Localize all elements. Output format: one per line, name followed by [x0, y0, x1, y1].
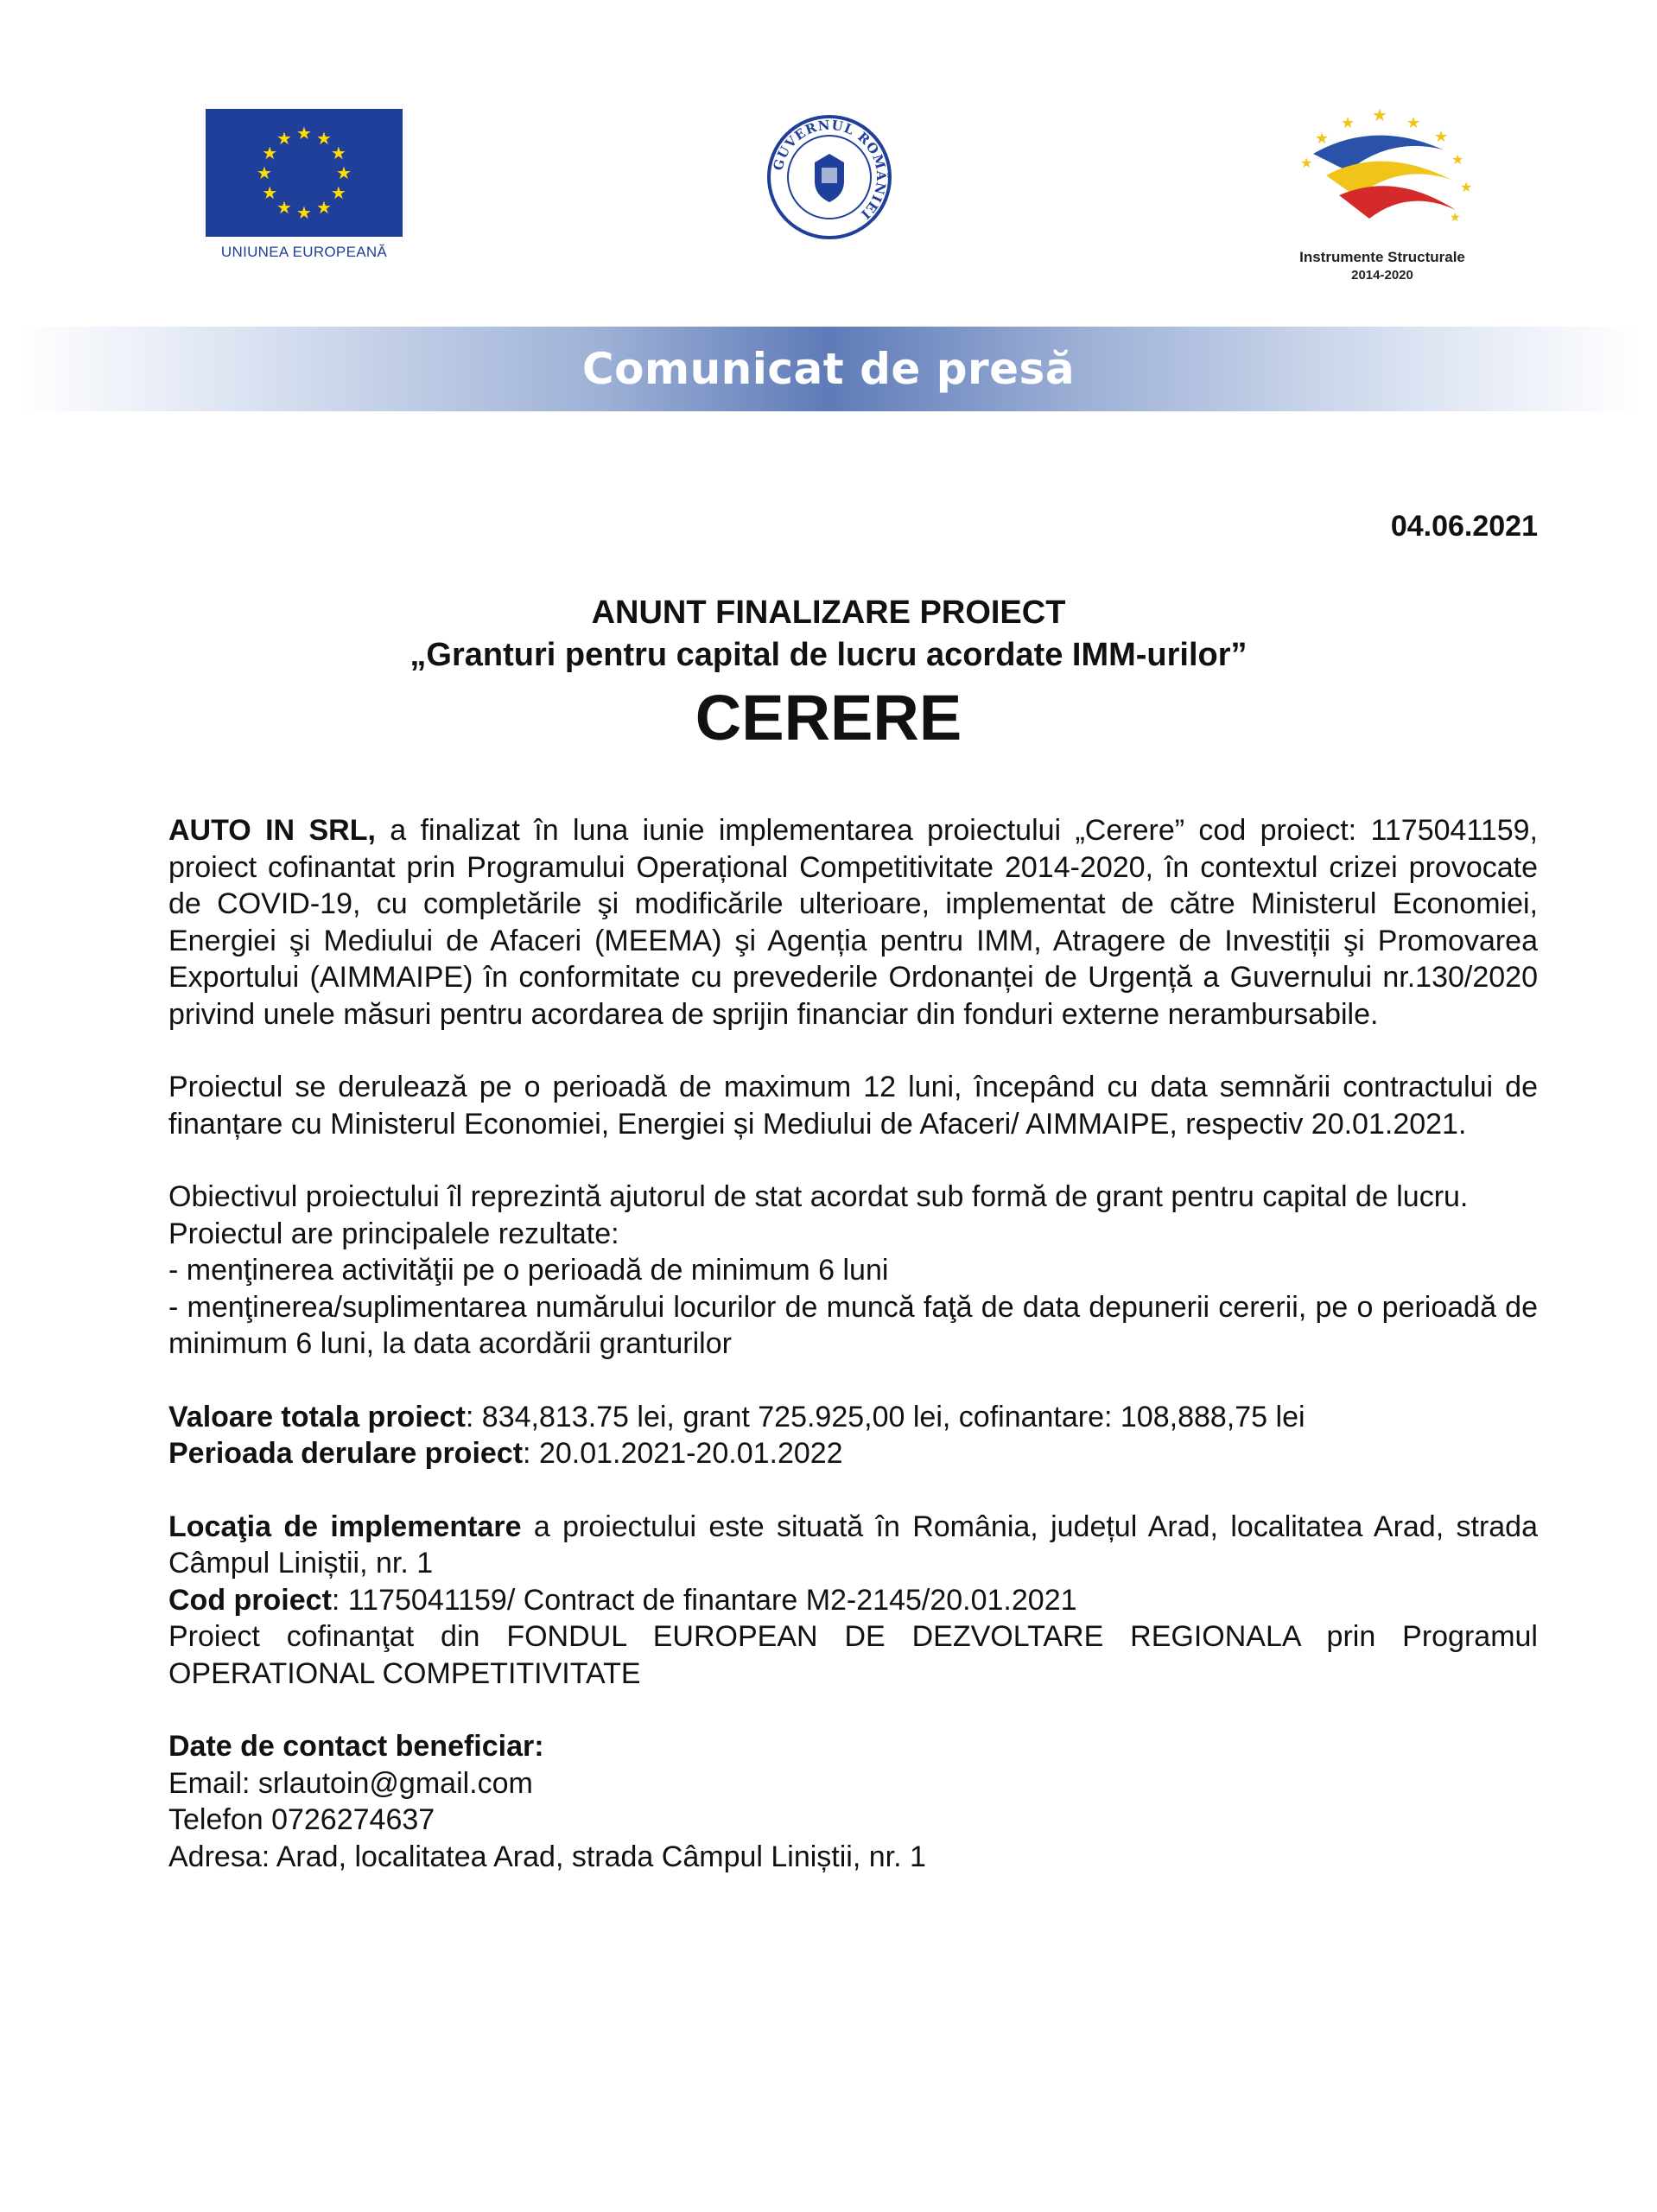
structural-instruments-logo	[1279, 102, 1486, 288]
svg-text:★: ★	[1315, 130, 1330, 147]
results-intro: Proiectul are principalele rezultate:	[168, 1217, 619, 1250]
svg-text:★: ★	[1450, 210, 1461, 224]
eu-star-icon: ★	[296, 204, 312, 223]
press-release-banner	[17, 327, 1640, 411]
contact-address: Adresa: Arad, localitatea Arad, strada Câmpul Liniștii, nr. 1	[168, 1840, 926, 1873]
eu-star-icon: ★	[296, 124, 312, 143]
svg-text:★: ★	[1300, 156, 1313, 171]
location-text: a proiectului este situată în România, județul Arad, localitatea Arad, strada Câmpul Liniștii, nr. 1	[168, 1510, 1538, 1580]
eu-star-icon: ★	[276, 198, 292, 218]
seal-text: GUVERNUL ROMÂNIEI	[770, 117, 890, 223]
eu-star-icon: ★	[262, 184, 278, 203]
svg-text:★: ★	[1372, 106, 1387, 125]
svg-text:★: ★	[1434, 128, 1449, 145]
eu-caption: UNIUNEA EUROPEANĂ	[220, 244, 388, 260]
is-caption-1: Instrumente Structurale	[1299, 249, 1465, 265]
is-caption-2: 2014-2020	[1351, 268, 1413, 283]
project-period-line	[168, 1435, 1538, 1472]
project-code-label: Cod proiect	[168, 1583, 332, 1617]
project-code-text: : 1175041159/ Contract de finantare M2-2145/20.01.2021	[331, 1583, 1077, 1617]
cofinance-text: Proiect cofinanţat din FONDUL EUROPEAN DE DEZVOLTARE REGIONALA prin Programul OPERATIONAL COMPETITIVITATE	[168, 1620, 1538, 1690]
contact-email: Email: srlautoin@gmail.com	[168, 1766, 533, 1800]
project-program-heading: „Granturi pentru capital de lucru acordate IMM-urilor”	[409, 637, 1248, 673]
project-period-text: : 20.01.2021-20.01.2022	[523, 1437, 843, 1470]
result-item: - menţinerea/suplimentarea numărului locurilor de muncă faţă de data depunerii cererii, pe o perioadă de minimum 6 luni, la data acordării granturilor	[168, 1290, 1538, 1360]
objective-text: Obiectivul proiectului îl reprezintă ajutorul de stat acordat sub formă de grant pentru capital de lucru.	[168, 1180, 1469, 1213]
svg-text:★: ★	[1406, 114, 1421, 131]
location-label: Locaţia de implementare	[168, 1510, 522, 1543]
project-name-heading: CERERE	[695, 682, 962, 753]
intro-text: a finalizat în luna iunie implementarea proiectului „Cerere” cod proiect: 1175041159, proiect cofinantat prin Programului Operațional Competitivitate 2014-2020, în contextul crizei provocate de COVID-19, cu completările şi modificările ulterioare, implementat de către Ministerul Economiei, Energiei şi Mediului de Afaceri (MEEMA) şi Agenția pentru IMM, Atragere de Investiții şi Promovarea Exportului (AIMMAIPE) în conformitate cu prevederile Ordonanței de Urgență a Guvernului nr.130/2020 privind unele măsuri pentru acordarea de sprijin financiar din fonduri externe nerambursabile.	[168, 814, 1539, 1031]
project-value-line	[168, 1399, 1538, 1436]
eu-star-icon: ★	[262, 144, 278, 163]
document-body	[168, 812, 1538, 1875]
project-period-label: Perioada derulare proiect	[168, 1437, 524, 1470]
eu-star-icon: ★	[330, 144, 346, 163]
document-date: 04.06.2021	[1390, 510, 1538, 543]
eu-star-icon: ★	[316, 198, 332, 218]
contact-heading	[168, 1728, 1538, 1765]
company-name: AUTO IN SRL,	[168, 814, 376, 847]
contact-phone: Telefon 0726274637	[168, 1803, 435, 1836]
eu-star-icon: ★	[257, 164, 272, 183]
eu-star-icon: ★	[336, 164, 352, 183]
eu-star-icon: ★	[316, 130, 332, 149]
duration-paragraph: Proiectul se derulează pe o perioadă de maximum 12 luni, începând cu data semnării contractului de finanțare cu Ministerul Economiei, Energiei și Mediului de Afaceri/ AIMMAIPE, respectiv 20.01.2021.	[168, 1071, 1538, 1141]
eu-flag-icon	[206, 109, 403, 237]
eu-star-icon: ★	[276, 130, 292, 149]
project-code-line	[168, 1582, 1538, 1619]
project-value-text: : 834,813.75 lei, grant 725.925,00 lei, cofinantare: 108,888,75 lei	[465, 1400, 1305, 1433]
project-value-label: Valoare totala proiect	[168, 1400, 466, 1433]
banner-title: Comunicat de presă	[581, 344, 1076, 394]
contact-heading-text: Date de contact beneficiar:	[168, 1730, 544, 1763]
svg-text:★: ★	[1460, 181, 1473, 195]
eu-logo	[206, 109, 403, 264]
government-seal-logo	[765, 112, 894, 242]
svg-text:★: ★	[1451, 153, 1464, 168]
intro-paragraph	[168, 812, 1538, 1033]
result-item: - menţinerea activităţii pe o perioadă de minimum 6 luni	[168, 1254, 889, 1287]
eu-star-icon: ★	[330, 184, 346, 203]
announcement-heading: ANUNT FINALIZARE PROIECT	[591, 594, 1066, 631]
svg-text:★: ★	[1341, 114, 1355, 131]
location-line	[168, 1509, 1538, 1582]
